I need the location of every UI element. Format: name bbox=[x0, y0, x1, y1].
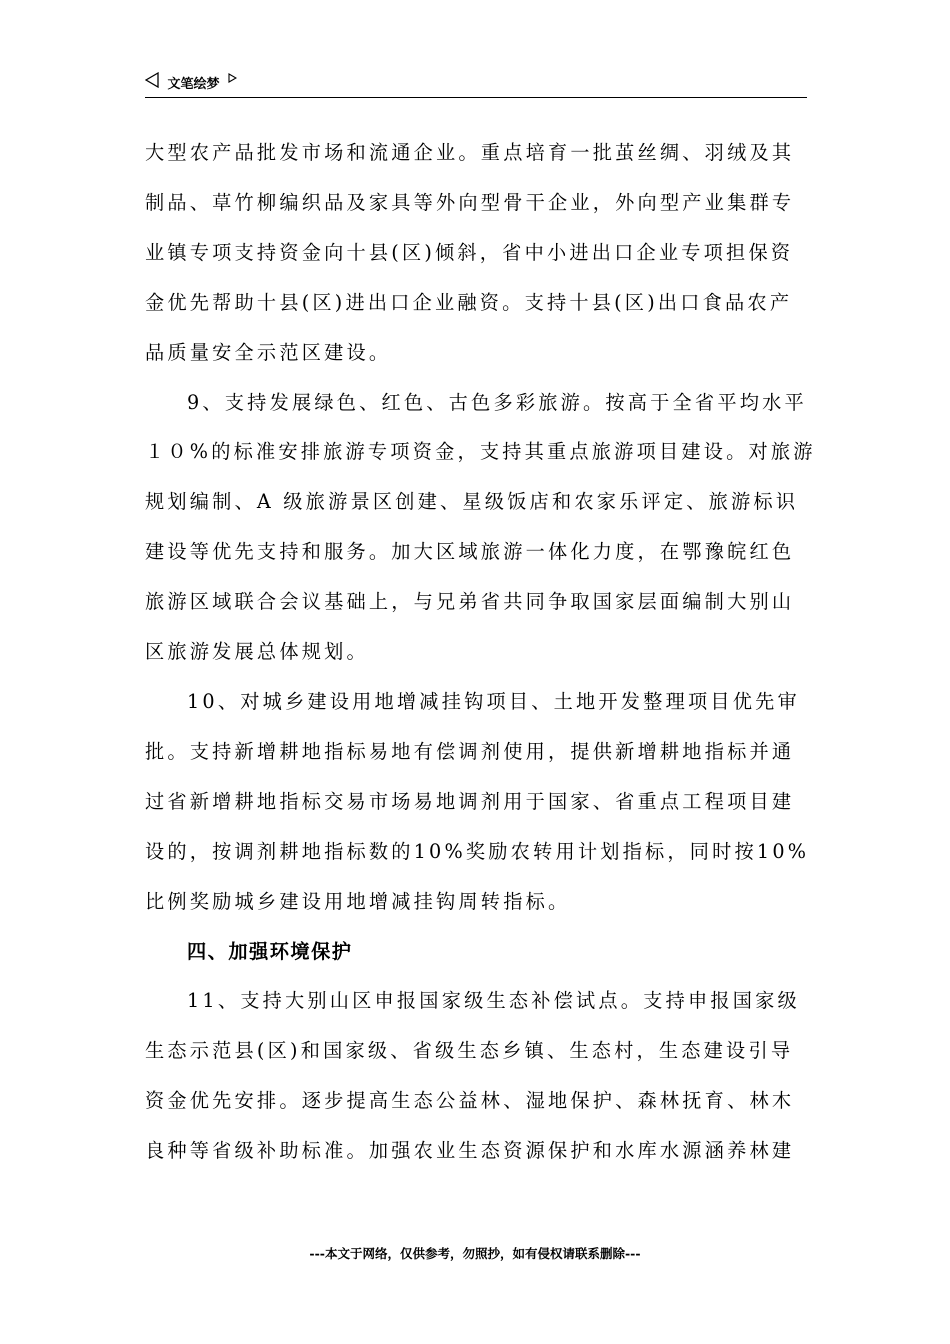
text-line: 批。支持新增耕地指标易地有偿调剂使用，提供新增耕地指标并通 bbox=[145, 739, 795, 763]
footer-disclaimer: ---本文于网络，仅供参考，勿照抄，如有侵权请联系删除--- bbox=[309, 1246, 641, 1261]
paragraph-item-9 bbox=[145, 378, 816, 677]
paragraph-continuation bbox=[145, 128, 805, 378]
text-line: 制品、草竹柳编织品及家具等外向型骨干企业，外向型产业集群专 bbox=[145, 190, 795, 214]
triangle-right-outline-icon bbox=[228, 68, 237, 92]
document-body bbox=[145, 128, 816, 1176]
text-line: 旅游区域联合会议基础上，与兄弟省共同争取国家层面编制大别山 bbox=[145, 590, 795, 614]
text-line: 10、对城乡建设用地增减挂钩项目、土地开发整理项目优先审 bbox=[187, 689, 800, 713]
text-line: 金优先帮助十县(区)进出口企业融资。支持十县(区)出口食品农产 bbox=[145, 290, 793, 314]
text-line: 良种等省级补助标准。加强农业生态资源保护和水库水源涵养林建 bbox=[145, 1139, 795, 1163]
text-line: 9、支持发展绿色、红色、古色多彩旅游。按高于全省平均水平 bbox=[187, 390, 807, 414]
text-line: 大型农产品批发市场和流通企业。重点培育一批茧丝绸、羽绒及其 bbox=[145, 141, 795, 164]
text-line: 区旅游发展总体规划。 bbox=[145, 640, 369, 664]
header-rule bbox=[145, 97, 807, 98]
paragraph-item-11 bbox=[145, 976, 805, 1176]
text-line: 11、支持大别山区申报国家级生态补偿试点。支持申报国家级 bbox=[187, 989, 800, 1013]
header-title: 文笔绘梦 bbox=[167, 76, 220, 92]
text-line: 生态示范县(区)和国家级、省级生态乡镇、生态村，生态建设引导 bbox=[145, 1039, 794, 1063]
text-line: 资金优先安排。逐步提高生态公益林、湿地保护、森林抚育、林木 bbox=[145, 1089, 795, 1113]
text-line: 规划编制、A 级旅游景区创建、星级饭店和农家乐评定、旅游标识 bbox=[145, 490, 799, 514]
text-line: 设的，按调剂耕地指标数的10%奖励农转用计划指标，同时按10% bbox=[145, 839, 810, 863]
paragraph-item-10 bbox=[145, 677, 810, 927]
text-line: 建设等优先支持和服务。加大区域旅游一体化力度，在鄂豫皖红色 bbox=[145, 540, 795, 564]
triangle-left-outline-icon bbox=[145, 72, 159, 97]
text-line: 品质量安全示范区建设。 bbox=[145, 340, 392, 364]
text-line: 业镇专项支持资金向十县(区)倾斜，省中小进出口企业专项担保资 bbox=[145, 240, 794, 264]
text-line: 过省新增耕地指标交易市场易地调剂用于国家、省重点工程项目建 bbox=[145, 789, 795, 813]
text-line: 比例奖励城乡建设用地增减挂钩周转指标。 bbox=[145, 889, 571, 913]
text-line: １０%的标准安排旅游专项资金，支持其重点旅游项目建设。对旅游 bbox=[145, 440, 816, 464]
section-heading: 四、加强环境保护 bbox=[187, 939, 353, 963]
page-header bbox=[145, 72, 807, 96]
